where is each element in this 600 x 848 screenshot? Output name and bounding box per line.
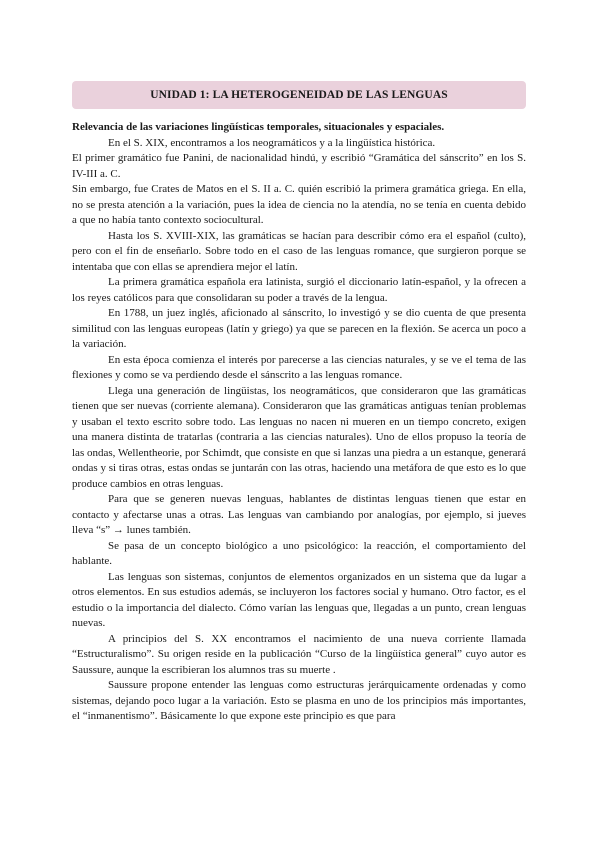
paragraph: En el S. XIX, encontramos a los neogramáticos y a la lingüística histórica. bbox=[108, 136, 436, 149]
paragraph: La primera gramática española era latinista, surgió el diccionario latín-español, y la ofrecen a los reyes católicos para que consolidaran su poder a través de la lengua. bbox=[72, 276, 526, 304]
section-heading: Relevancia de las variaciones lingüísticas temporales, situacionales y espaciales. bbox=[72, 121, 445, 133]
document-body bbox=[72, 120, 526, 725]
paragraph: Sin embargo, fue Crates de Matos en el S. II a. C. quién escribió la primera gramática griega. En ella, no se presta atención a la variación, pues la idea de ciencia no la atendía, no se tenía en cuenta debido a que no había tanto contexto sociocultural. bbox=[72, 183, 526, 226]
paragraph: En esta época comienza el interés por parecerse a las ciencias naturales, y se ve el tema de las flexiones y como se va perdiendo desde el sánscrito a las lenguas romance. bbox=[72, 353, 526, 381]
paragraph: Las lenguas son sistemas, conjuntos de elementos organizados en un sistema que da lugar a otros elementos. En sus estudios además, se incluyeron los factores social y humano. Otro factor, es el estudio o la importancia del dialecto. Cómo varían las lenguas que, llegadas a un punto, crean lenguas nuevas. bbox=[72, 570, 526, 629]
title-banner bbox=[72, 81, 526, 109]
paragraph: En 1788, un juez inglés, aficionado al sánscrito, lo investigó y se dio cuenta de que presenta similitud con las lenguas europeas (latín y griego) ya que se parecen en la flexión. Se acerca un poco a la variación. bbox=[72, 307, 526, 350]
paragraph: A principios del S. XX encontramos el nacimiento de una nueva corriente llamada “Estructuralismo”. Su origen reside en la publicación “Curso de la lingüística general” cuyo autor es Saussure, aunque la escribieran los alumnos tras su muerte . bbox=[72, 632, 526, 676]
paragraph: Llega una generación de lingüistas, los neogramáticos, que consideraron que las gramáticas tienen que ser nuevas (corriente alemana). Consideraron que las gramáticas antiguas tenían problemas y usaban el texto escrito sobre todo. Las lenguas no nacen ni mueren en un tiempo concreto, exigen una manera distinta de tratarlas (contraria a las ciencias naturales). Uno de ellos propuso la teoría de las ondas, Wellentheorie, por Schimdt, que consiste en que si lanzas una piedra a un estanque, generará ondas y si tiras otras, estas ondas se juntarán con las otras, haciendo una metáfora de que esto es lo que produce cambios en otras lenguas. bbox=[72, 384, 526, 490]
paragraph: Se pasa de un concepto biológico a uno psicológico: la reacción, el comportamiento del hablante. bbox=[72, 539, 526, 567]
unit-title: UNIDAD 1: LA HETEROGENEIDAD DE LAS LENGUAS bbox=[150, 89, 448, 101]
paragraph: Saussure propone entender las lenguas como estructuras jerárquicamente ordenadas y como sistemas, dejando poco lugar a la variación. Esto se plasma en uno de los principios más importantes, el “inmanentismo”. Básicamente lo que expone este principio es que para bbox=[72, 679, 526, 722]
paragraph: El primer gramático fue Panini, de nacionalidad hindú, y escribió “Gramática del sánscrito” en los S. IV-III a. C. bbox=[72, 152, 526, 180]
paragraph: Hasta los S. XVIII-XIX, las gramáticas se hacían para describir cómo era el español (culto), pero con el fin de enseñarlo. Sobre todo en el caso de las lenguas romance, que surgieron porque se intentaba que con ellas se aprendiera mejor el latín. bbox=[72, 229, 526, 273]
paragraph: Para que se generen nuevas lenguas, hablantes de distintas lenguas tienen que estar en contacto y afectarse unas a otras. Las lenguas van cambiando por analogías, por ejemplo, si jueves lleva “s” → lunes también. bbox=[72, 493, 526, 536]
